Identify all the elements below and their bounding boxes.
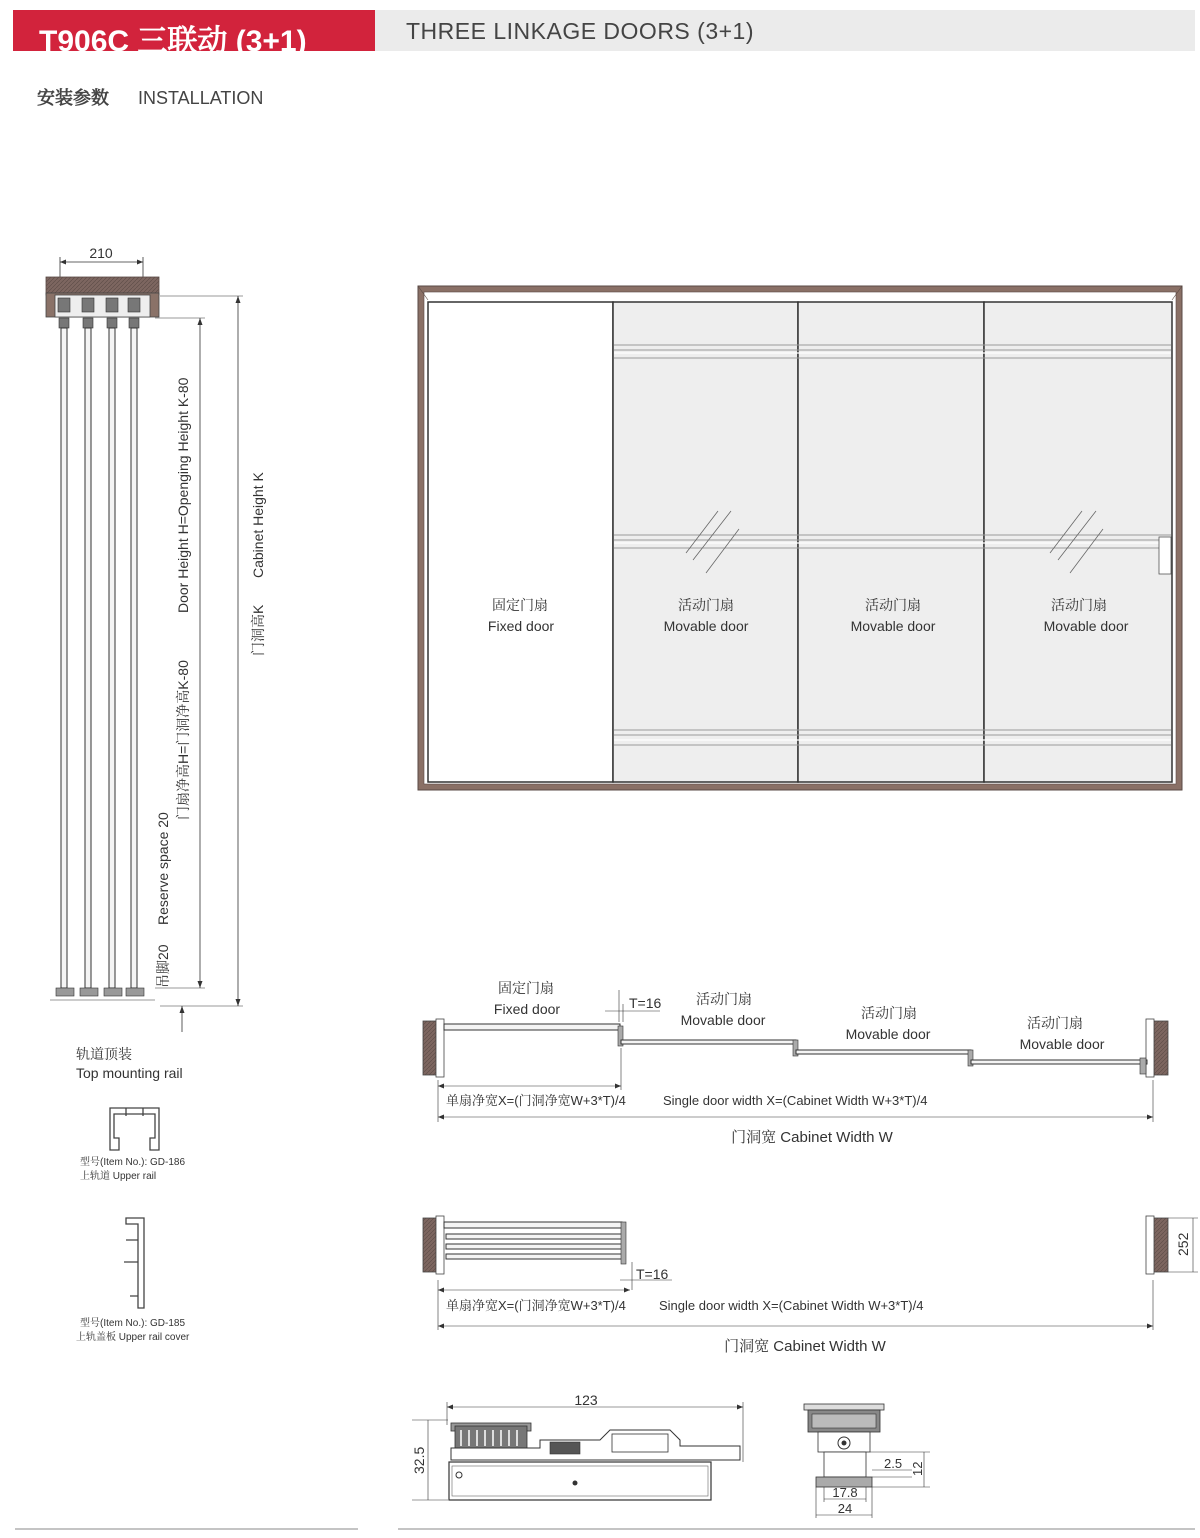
plan-door-3-cn: 活动门扇: [861, 1005, 917, 1021]
front-door-2-en: Movable door: [663, 618, 749, 634]
front-door-1-cn: 固定门扇: [492, 597, 548, 613]
door-handle: [1159, 537, 1171, 574]
plan-door-2-cn: 活动门扇: [696, 991, 752, 1007]
side-view: [46, 245, 266, 1032]
hardware-front-detail: [804, 1404, 930, 1518]
dim-17-8: 17.8: [832, 1485, 858, 1500]
open-single-width-en: Single door width X=(Cabinet Width W+3*T)/4: [663, 1093, 928, 1108]
ceiling-block: [46, 277, 159, 295]
upper-rail-item: 型号(Item No.): GD-186: [80, 1157, 186, 1168]
top-mounting-en: Top mounting rail: [76, 1065, 183, 1081]
front-door-2-cn: 活动门扇: [678, 597, 734, 613]
front-door-4-en: Movable door: [1043, 618, 1129, 634]
plan-view-stacked: [423, 1216, 1198, 1355]
movable-door-2: [798, 302, 984, 782]
rail-cover-name: 上轨盖板 Upper rail cover: [76, 1332, 190, 1343]
movable-door-3: [984, 302, 1172, 782]
front-door-1-en: Fixed door: [487, 618, 555, 634]
foot-label: 吊脚20: [155, 944, 171, 988]
section-title-cn: 安装参数: [37, 88, 109, 108]
open-single-width-cn: 单扇净宽X=(门洞净宽W+3*T)/4: [446, 1093, 626, 1108]
height-dim-32-5: 32.5: [411, 1446, 427, 1474]
rail-cover-item: 型号(Item No.): GD-185: [80, 1318, 186, 1329]
cabinet-height-label-cn: 门洞高K: [250, 604, 266, 656]
plan-door-1-en: Fixed door: [493, 1001, 561, 1017]
plan-door-3-en: Movable door: [845, 1026, 931, 1042]
width-dim-210: 210: [89, 245, 113, 261]
plan-view-open: [423, 980, 1168, 1146]
open-t-label: T=16: [629, 995, 662, 1011]
plan-door-4-en: Movable door: [1019, 1036, 1105, 1052]
plan-door-4-cn: 活动门扇: [1027, 1015, 1083, 1031]
closed-t-label: T=16: [636, 1266, 669, 1282]
dim-2-5: 2.5: [884, 1456, 903, 1471]
door-panels-side: [61, 328, 137, 988]
front-door-4-cn: 活动门扇: [1051, 597, 1107, 613]
fixed-door-panel: [428, 302, 613, 782]
dim-12: 12: [910, 1461, 925, 1476]
front-door-3-cn: 活动门扇: [865, 597, 921, 613]
upper-rail-profile: [110, 1108, 159, 1150]
hardware-side-detail: [411, 1392, 743, 1500]
dim-24: 24: [837, 1501, 853, 1516]
rail-cover-profile: [124, 1218, 144, 1308]
closed-cabinet-width: 门洞宽 Cabinet Width W: [724, 1338, 886, 1355]
front-door-3-en: Movable door: [850, 618, 936, 634]
top-mounting-cn: 轨道顶装: [76, 1046, 132, 1062]
length-dim-123: 123: [574, 1392, 598, 1408]
plan-door-2-en: Movable door: [680, 1012, 766, 1028]
section-title-en: INSTALLATION: [138, 88, 264, 108]
reserve-space-label: Reserve space 20: [155, 812, 171, 925]
open-cabinet-width: 门洞宽 Cabinet Width W: [731, 1129, 893, 1146]
movable-door-1: [613, 302, 798, 782]
model-title: T906C 三联动 (3+1): [39, 25, 307, 58]
bottom-guides: [56, 988, 144, 996]
door-height-label-cn: 门扇净高H=门洞净高K-80: [175, 660, 191, 820]
depth-dim-252: 252: [1175, 1232, 1191, 1256]
closed-single-width-en: Single door width X=(Cabinet Width W+3*T)/4: [659, 1298, 924, 1313]
english-title: THREE LINKAGE DOORS (3+1): [406, 18, 754, 44]
upper-rail-name: 上轨道 Upper rail: [80, 1171, 157, 1182]
closed-single-width-cn: 单扇净宽X=(门洞净宽W+3*T)/4: [446, 1298, 626, 1313]
front-view: [418, 286, 1182, 790]
door-height-label: Door Height H=Openging Height K-80: [175, 377, 191, 613]
plan-door-1-cn: 固定门扇: [498, 980, 554, 996]
cabinet-height-label: Cabinet Height K: [250, 472, 266, 578]
